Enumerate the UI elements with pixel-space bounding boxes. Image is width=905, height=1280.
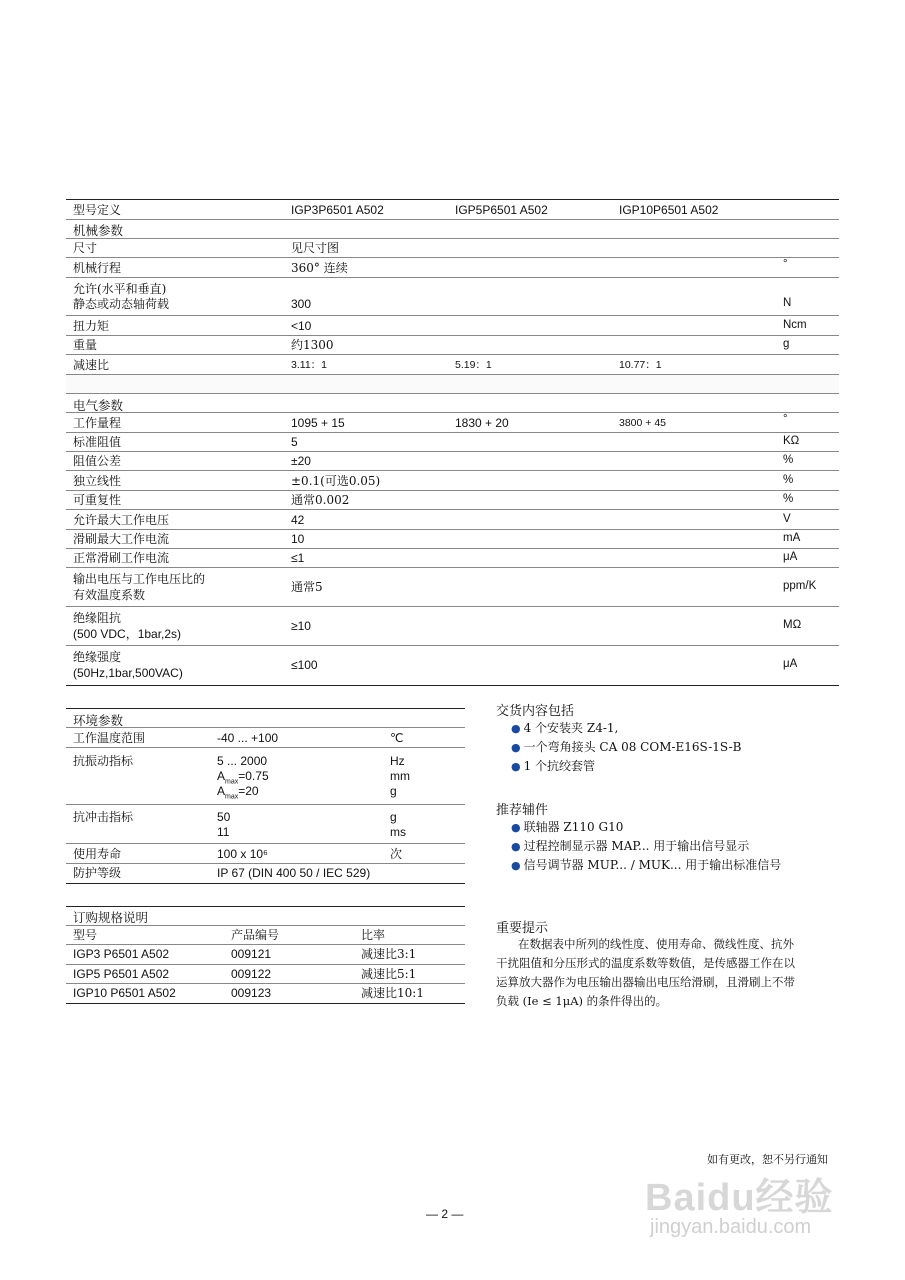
row-label: 扭力矩 xyxy=(73,319,110,333)
row-label: 可重复性 xyxy=(73,493,122,507)
row-unit: g xyxy=(390,784,397,798)
model-def-label: 型号定义 xyxy=(73,203,122,217)
row-value: 5 ... 2000 xyxy=(217,754,268,768)
row-label: 抗冲击指标 xyxy=(73,810,134,824)
bullet-icon: ● xyxy=(511,840,521,853)
row-unit: ms xyxy=(390,825,406,839)
bullet-icon: ● xyxy=(511,722,521,735)
row-unit: KΩ xyxy=(783,435,800,447)
row-unit: Ncm xyxy=(783,319,807,331)
bullet-icon: ● xyxy=(511,821,521,834)
accessory-item: ● 联轴器 Z110 G10 xyxy=(511,820,624,834)
col-header: 产品编号 xyxy=(231,928,280,942)
row-value: IP 67 (DIN 400 50 / IEC 529) xyxy=(217,866,371,880)
accessory-item: ● 过程控制显示器 MAP... 用于输出信号显示 xyxy=(511,839,750,853)
row-value: 42 xyxy=(291,513,305,527)
watermark-url: jingyan.baidu.com xyxy=(650,1216,812,1238)
row-value: ≤1 xyxy=(291,551,305,565)
delivery-title: 交货内容包括 xyxy=(496,704,575,719)
amax-value-2: $A_{max}=20$ xyxy=(217,784,259,801)
table-cell: 009123 xyxy=(231,986,272,1000)
row-label: 减速比 xyxy=(73,358,110,372)
row-unit: Hz xyxy=(390,754,405,768)
row-unit: ppm/K xyxy=(783,580,817,592)
row-label: 工作量程 xyxy=(73,416,122,430)
row-unit: μA xyxy=(783,551,798,563)
row-value: 360° 连续 xyxy=(291,261,348,275)
table-cell: IGP3 P6501 A502 xyxy=(73,947,170,961)
delivery-item: ● 1 个抗绞套管 xyxy=(511,759,596,773)
row-value: 通常5 xyxy=(291,580,323,594)
notice-text: 在数据表中所列的线性度、使用寿命、微线性度、抗外干扰阻值和分压形式的温度系数等数值，是传感器工作在以运算放大器作为电压输出器输出电压给滑刷，且滑刷上不带负载 (Ie ≤ 1μA) 的条件得出的。 xyxy=(496,937,795,1008)
electrical-title: 电气参数 xyxy=(73,398,124,413)
delivery-item: ● 4 个安装夹 Z4-1, xyxy=(511,721,619,735)
row-unit: N xyxy=(783,297,792,309)
row-unit: ℃ xyxy=(390,731,404,745)
row-label: 允许(水平和垂直) xyxy=(73,282,167,296)
row-value: 10 xyxy=(291,532,305,546)
row-value: 5 xyxy=(291,435,298,449)
row-value: 通常0.002 xyxy=(291,493,350,507)
watermark-logo: Baidu经验 xyxy=(645,1177,834,1219)
row-value: 100 x 10⁶ xyxy=(217,847,268,861)
row-label: 使用寿命 xyxy=(73,847,122,861)
row-unit: % xyxy=(783,454,794,466)
row-unit: g xyxy=(783,338,790,350)
mechanical-title: 机械参数 xyxy=(73,223,124,238)
row-unit: g xyxy=(390,810,397,824)
ordering-title: 订购规格说明 xyxy=(73,910,149,925)
row-label-2: (500 VDC，1bar,2s) xyxy=(73,627,182,641)
row-label-2: (50Hz,1bar,500VAC) xyxy=(73,666,183,680)
delivery-item: ● 一个弯角接头 CA 08 COM-E16S-1S-B xyxy=(511,740,742,754)
row-label: 正常滑刷工作电流 xyxy=(73,551,170,565)
row-value: 10.77：1 xyxy=(619,359,662,371)
row-value: -40 ... +100 xyxy=(217,731,279,745)
row-unit: V xyxy=(783,513,791,525)
row-label: 工作温度范围 xyxy=(73,731,146,745)
accessories-title: 推荐辅件 xyxy=(496,803,549,818)
accessory-item: ● 信号调节器 MUP... / MUK... 用于输出标准信号 xyxy=(511,858,782,872)
table-cell: 减速比5:1 xyxy=(361,967,417,981)
change-notice: 如有更改，恕不另行通知 xyxy=(707,1153,828,1166)
table-cell: IGP5 P6501 A502 xyxy=(73,967,170,981)
row-value: 50 xyxy=(217,810,231,824)
amax-value-1: $A_{max}=0.75$ xyxy=(217,769,269,786)
model-2: IGP5P6501 A502 xyxy=(455,203,548,217)
row-unit: mm xyxy=(390,769,410,783)
row-label: 绝缘强度 xyxy=(73,650,122,664)
table-cell: 009122 xyxy=(231,967,272,981)
row-label: 尺寸 xyxy=(73,241,98,255)
notice-title: 重要提示 xyxy=(496,921,549,936)
row-label: 输出电压与工作电压比的 xyxy=(73,572,206,586)
row-unit: μA xyxy=(783,658,798,670)
row-value: 11 xyxy=(217,825,230,839)
row-label: 独立线性 xyxy=(73,474,122,488)
row-label-2: 有效温度系数 xyxy=(73,588,146,602)
row-unit: ° xyxy=(783,413,788,425)
row-unit: ° xyxy=(783,258,788,270)
table-cell: IGP10 P6501 A502 xyxy=(73,986,176,1000)
page-number: — 2 — xyxy=(426,1207,464,1221)
row-unit: mA xyxy=(783,532,801,544)
row-label: 机械行程 xyxy=(73,261,122,275)
model-1: IGP3P6501 A502 xyxy=(291,203,384,217)
col-header: 型号 xyxy=(73,928,98,942)
row-value: 约1300 xyxy=(291,338,334,352)
row-label: 防护等级 xyxy=(73,866,122,880)
table-cell: 009121 xyxy=(231,947,272,961)
model-3: IGP10P6501 A502 xyxy=(619,203,719,217)
row-value: 3800 + 45 xyxy=(619,417,667,429)
environment-title: 环境参数 xyxy=(73,713,124,728)
row-label: 允许最大工作电压 xyxy=(73,513,170,527)
row-value: 5.19：1 xyxy=(455,359,492,371)
row-label: 阻值公差 xyxy=(73,454,122,468)
row-value: <10 xyxy=(291,319,312,333)
row-value: 1095 + 15 xyxy=(291,416,345,430)
row-unit: MΩ xyxy=(783,619,802,631)
bullet-icon: ● xyxy=(511,859,521,872)
bullet-icon: ● xyxy=(511,760,521,773)
col-header: 比率 xyxy=(361,928,386,942)
row-label: 绝缘阻抗 xyxy=(73,611,122,625)
row-value: ±20 xyxy=(291,454,311,468)
row-unit: 次 xyxy=(390,847,403,861)
row-value: ≥10 xyxy=(291,619,311,633)
bullet-icon: ● xyxy=(511,741,521,754)
row-value: 3.11：1 xyxy=(291,359,327,371)
row-label: 标准阻值 xyxy=(73,435,122,449)
table-cell: 减速比10:1 xyxy=(361,986,424,1000)
row-value: ±0.1(可选0.05) xyxy=(291,474,381,488)
table-cell: 减速比3:1 xyxy=(361,947,417,961)
row-label: 滑刷最大工作电流 xyxy=(73,532,170,546)
row-value: 见尺寸图 xyxy=(291,241,340,255)
row-label-2: 静态或动态轴荷载 xyxy=(73,297,170,311)
row-unit: % xyxy=(783,493,794,505)
row-value: 300 xyxy=(291,297,312,311)
row-value: ≤100 xyxy=(291,658,318,672)
row-label: 重量 xyxy=(73,338,98,352)
row-label: 抗振动指标 xyxy=(73,754,134,768)
row-value: 1830 + 20 xyxy=(455,416,509,430)
row-unit: % xyxy=(783,474,794,486)
